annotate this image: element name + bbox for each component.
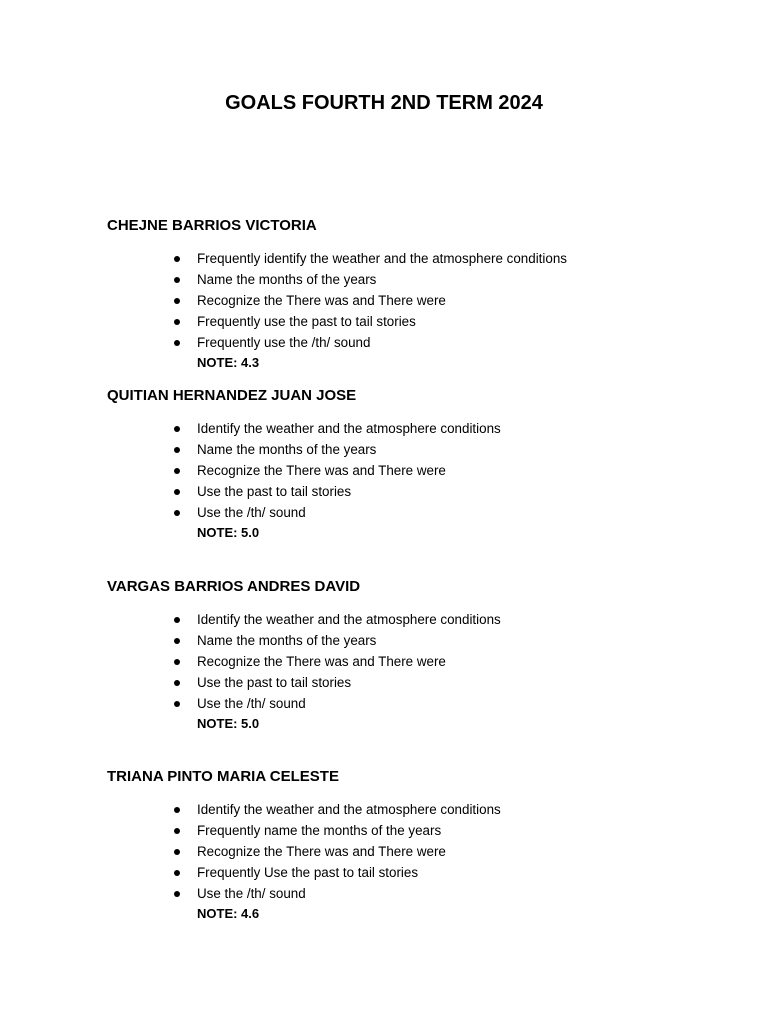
bullet-icon (174, 807, 180, 813)
goal-text: Use the /th/ sound (197, 886, 306, 902)
note-score: NOTE: 4.3 (197, 355, 260, 371)
goal-list (107, 799, 727, 904)
goal-text: Recognize the There was and There were (197, 293, 446, 309)
goal-item (107, 332, 727, 353)
student-name: CHEJNE BARRIOS VICTORIA (107, 217, 317, 234)
bullet-icon (174, 468, 180, 474)
goal-text: Identify the weather and the atmosphere conditions (197, 421, 501, 436)
student-section-4 (107, 767, 727, 923)
goal-text: Use the past to tail stories (197, 675, 352, 691)
goal-list (107, 418, 727, 523)
bullet-icon (174, 680, 180, 686)
bullet-icon (174, 849, 180, 855)
bullet-icon (174, 701, 180, 707)
goal-item (107, 841, 727, 862)
goal-item (107, 418, 727, 439)
bullet-icon (174, 870, 180, 876)
student-section-2 (107, 386, 727, 542)
bullet-icon (174, 340, 180, 346)
note-score: NOTE: 5.0 (197, 716, 260, 732)
bullet-icon (174, 447, 180, 453)
goal-item (107, 439, 727, 460)
bullet-icon (174, 891, 180, 897)
goal-text: Recognize the There was and There were (197, 844, 446, 860)
goal-list (107, 248, 727, 353)
goal-text: Name the months of the years (197, 442, 377, 458)
goal-text: Frequently use the past to tail stories (197, 314, 416, 330)
goal-item (107, 311, 727, 332)
goal-item (107, 609, 727, 630)
goal-list (107, 609, 727, 714)
bullet-icon (174, 617, 180, 623)
student-section-1 (107, 216, 727, 372)
goal-text: Name the months of the years (197, 272, 377, 288)
bullet-icon (174, 828, 180, 834)
goal-item (107, 883, 727, 904)
student-section-3 (107, 577, 727, 733)
bullet-icon (174, 319, 180, 325)
bullet-icon (174, 277, 180, 283)
bullet-icon (174, 256, 180, 262)
goal-item (107, 862, 727, 883)
goal-text: Name the months of the years (197, 633, 377, 649)
goal-text: Frequently name the months of the years (197, 823, 442, 839)
goal-text: Recognize the There was and There were (197, 654, 446, 670)
note-score: NOTE: 5.0 (197, 525, 260, 541)
goal-item (107, 820, 727, 841)
goal-text: Recognize the There was and There were (197, 463, 446, 479)
bullet-icon (174, 638, 180, 644)
goal-item (107, 502, 727, 523)
goal-text: Frequently identify the weather and the atmosphere conditions (197, 251, 567, 266)
bullet-icon (174, 298, 180, 304)
goal-item (107, 672, 727, 693)
goal-text: Identify the weather and the atmosphere conditions (197, 802, 501, 817)
goal-text: Frequently use the /th/ sound (197, 335, 371, 351)
note-score: NOTE: 4.6 (197, 906, 260, 922)
bullet-icon (174, 489, 180, 495)
goal-item (107, 481, 727, 502)
goal-item (107, 799, 727, 820)
bullet-icon (174, 426, 180, 432)
goal-item (107, 630, 727, 651)
goal-item (107, 460, 727, 481)
goal-item (107, 248, 727, 269)
goal-item (107, 290, 727, 311)
goal-text: Use the /th/ sound (197, 505, 306, 521)
goal-text: Identify the weather and the atmosphere conditions (197, 612, 501, 627)
student-name: VARGAS BARRIOS ANDRES DAVID (107, 578, 361, 595)
document-title: GOALS FOURTH 2ND TERM 2024 (225, 92, 543, 114)
goal-item (107, 269, 727, 290)
goal-text: Use the /th/ sound (197, 696, 306, 712)
bullet-icon (174, 659, 180, 665)
goal-item (107, 693, 727, 714)
goal-item (107, 651, 727, 672)
student-name: TRIANA PINTO MARIA CELESTE (107, 768, 339, 785)
student-name: QUITIAN HERNANDEZ JUAN JOSE (107, 387, 357, 404)
bullet-icon (174, 510, 180, 516)
goal-text: Use the past to tail stories (197, 484, 352, 500)
goal-text: Frequently Use the past to tail stories (197, 865, 419, 881)
